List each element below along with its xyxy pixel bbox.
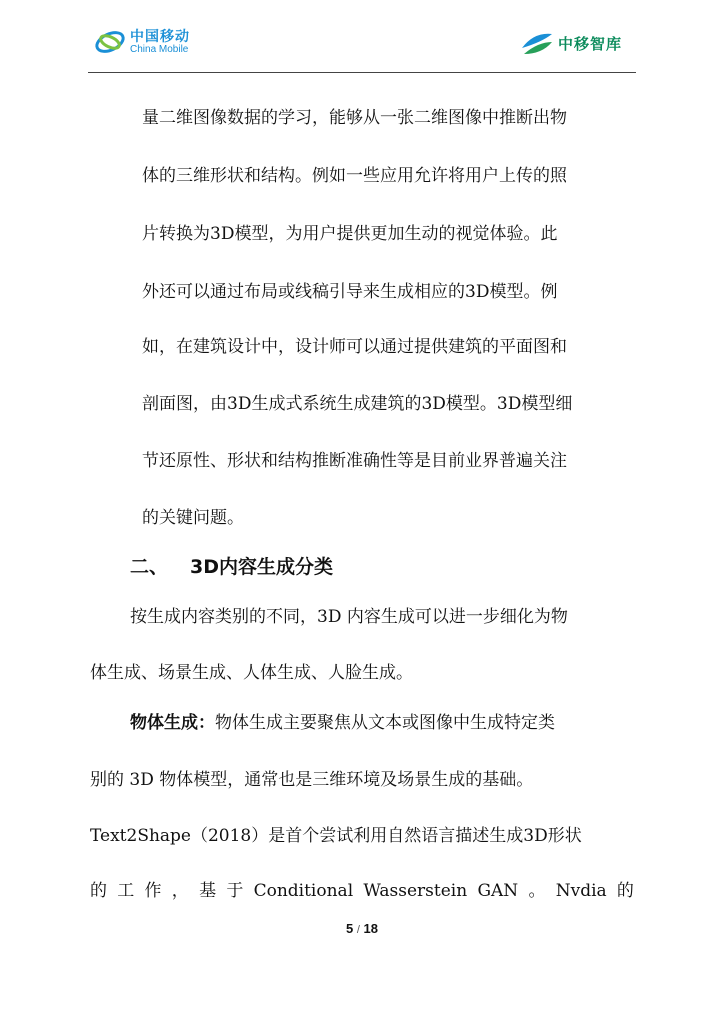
word: 作 [144, 881, 162, 901]
text-line: 的关键问题。 [142, 508, 244, 528]
text-line: 别的 3D 物体模型，通常也是三维环境及场景生成的基础。 [90, 770, 534, 790]
page-separator: / [356, 924, 360, 936]
china-mobile-logo [94, 24, 204, 64]
word: 的 [90, 881, 107, 901]
text-line: 体的三维形状和结构。例如一些应用允许将用户上传的照 [142, 166, 567, 186]
section-title: 3D内容生成分类 [190, 556, 333, 578]
header-rule [88, 72, 636, 73]
text-line: 按生成内容类别的不同，3D 内容生成可以进一步细化为物 [130, 607, 568, 627]
text-line: 如，在建筑设计中，设计师可以通过提供建筑的平面图和 [142, 337, 567, 357]
bold-lead-term: 物体生成： [130, 713, 215, 733]
china-mobile-swirl-icon [94, 26, 126, 58]
text-line: 剖面图，由3D生成式系统生成建筑的3D模型。3D模型细 [142, 394, 573, 414]
text-line: 量二维图像数据的学习，能够从一张二维图像中推断出物 [142, 108, 567, 128]
text-line: 外还可以通过布局或线稿引导来生成相应的3D模型。例 [142, 282, 558, 302]
section-number: 二、 [130, 556, 169, 578]
zhongyi-think-tank-logo [520, 24, 660, 64]
think-tank-leaf-icon [520, 28, 554, 58]
word: GAN [477, 881, 519, 901]
current-page: 5 [345, 921, 354, 936]
text-line: Text2Shape（2018）是首个尝试利用自然语言描述生成3D形状 [90, 826, 582, 846]
total-pages: 18 [363, 921, 378, 936]
text-line [130, 713, 555, 733]
word: 于 [226, 881, 244, 901]
word: 的 [616, 881, 634, 901]
word: 基 [199, 881, 217, 901]
zhongyi-think-tank-cn: 中移智库 [558, 35, 623, 53]
word: 。 [528, 881, 546, 901]
china-mobile-en: China Mobile [130, 44, 189, 55]
text-run: 物体生成主要聚焦从文本或图像中生成特定类 [215, 713, 555, 733]
justified-text-line [90, 881, 634, 901]
china-mobile-cn: 中国移动 [130, 29, 190, 45]
word: ， [171, 881, 189, 901]
word: 工 [117, 881, 135, 901]
word: Nvdia [555, 881, 607, 901]
word: Conditional [253, 881, 354, 901]
text-line: 节还原性、形状和结构推断准确性等是目前业界普遍关注 [142, 451, 567, 471]
page-header [0, 0, 724, 74]
text-line: 片转换为3D模型，为用户提供更加生动的视觉体验。此 [142, 224, 558, 244]
word: Wasserstein [363, 881, 468, 901]
page-number [0, 921, 724, 936]
text-line: 体生成、场景生成、人体生成、人脸生成。 [90, 663, 413, 683]
